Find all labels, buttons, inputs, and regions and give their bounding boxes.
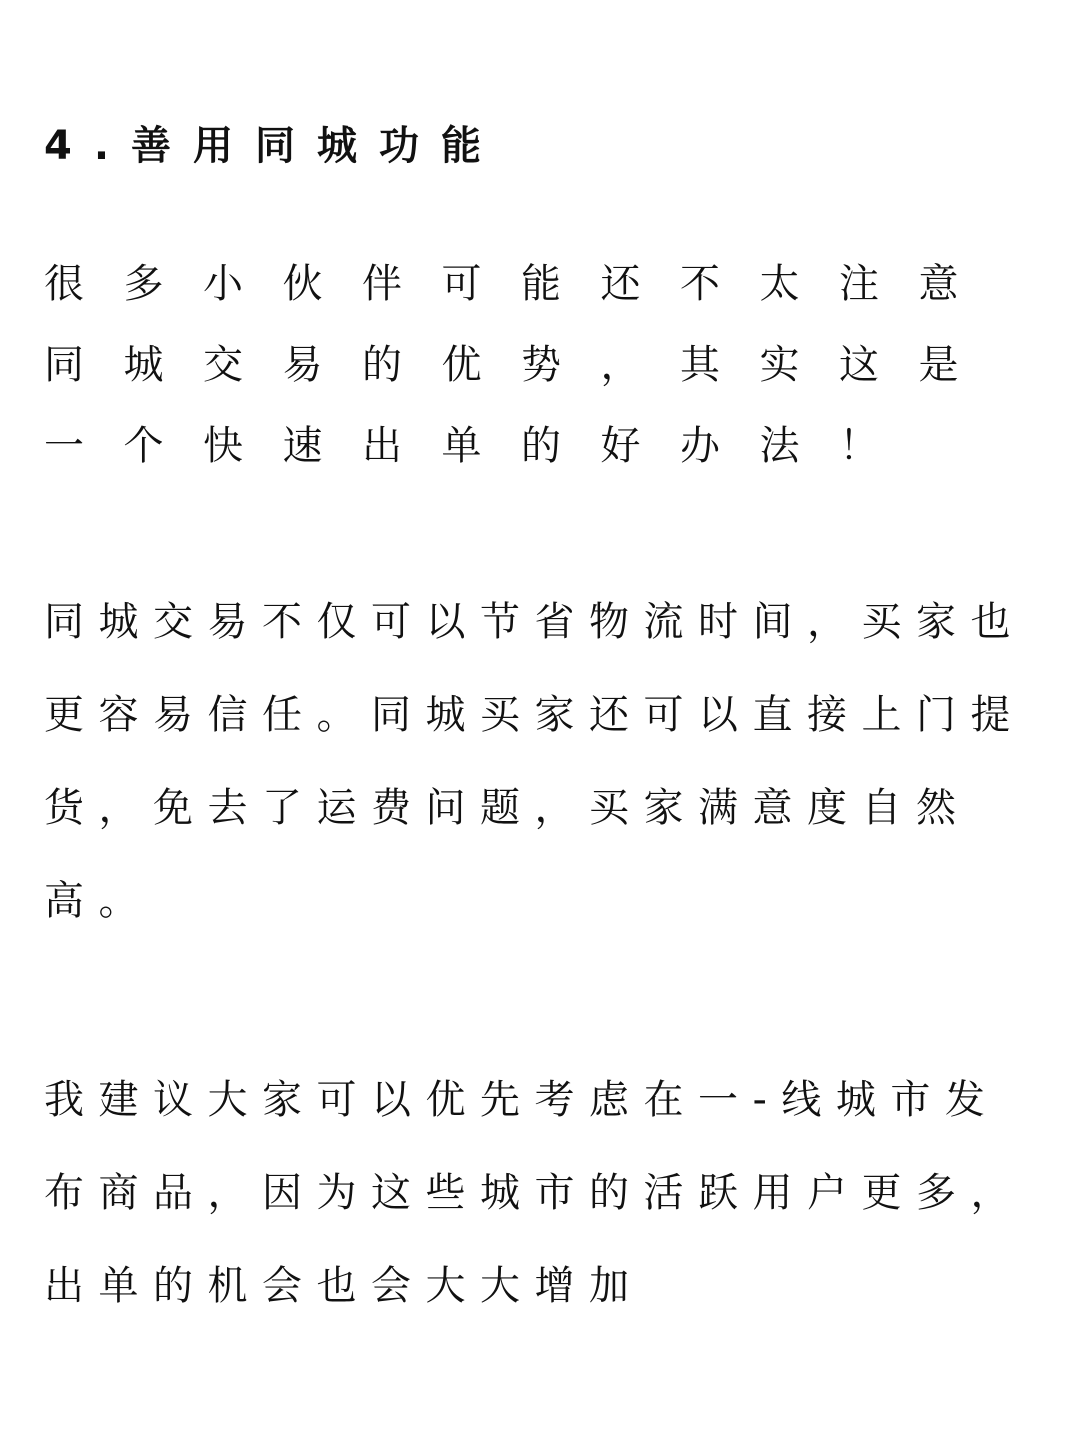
paragraph-1-line-1: 同城交易不仅可以节省物流时间，买家也 (44, 599, 1025, 645)
paragraph-2-line-3: 出单的机会也会大大增加 (44, 1263, 644, 1309)
paragraph-1-line-2: 更容易信任。同城买家还可以直接上门提 (44, 692, 1025, 738)
intro-paragraph (44, 244, 998, 487)
intro-line-2: 同城交易的优势，其实这是 (44, 342, 998, 388)
paragraph-2-line-1: 我建议大家可以优先考虑在一-线城市发 (44, 1077, 1000, 1123)
paragraph-2-line-2: 布商品，因为这些城市的活跃用户更多， (44, 1170, 1025, 1216)
paragraph-1-line-3: 货，免去了运费问题，买家满意度自然 (44, 785, 971, 831)
paragraph-2 (44, 1054, 1025, 1333)
paragraph-1 (44, 576, 1025, 948)
paragraph-1-line-4: 高。 (44, 878, 153, 924)
intro-line-1: 很多小伙伴可能还不太注意 (44, 261, 998, 307)
section-heading: 4.善用同城功能 (44, 123, 504, 169)
intro-line-3: 一个快速出单的好办法！ (44, 423, 919, 469)
